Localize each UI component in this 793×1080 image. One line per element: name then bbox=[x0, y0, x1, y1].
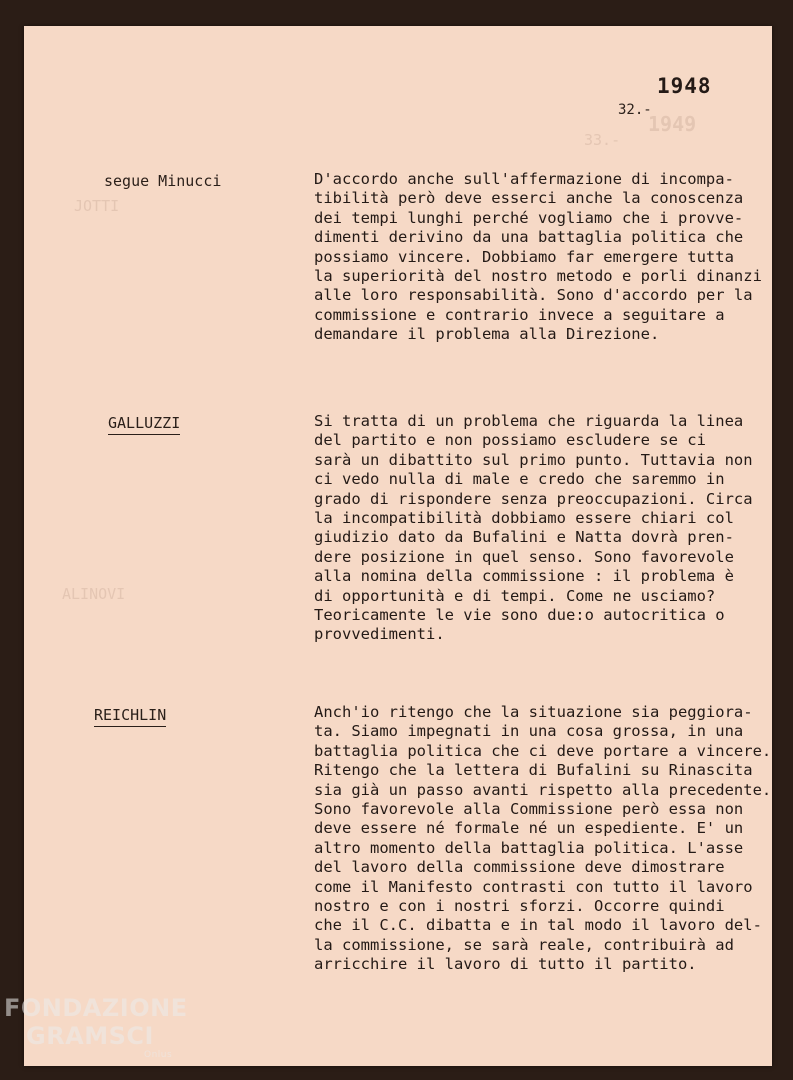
text-line: Teoricamente le vie sono due:o autocritica o bbox=[314, 606, 725, 625]
archive-watermark bbox=[4, 994, 188, 1060]
speaker-label: segue Minucci bbox=[104, 172, 222, 190]
text-line: Si tratta di un problema che riguarda la linea bbox=[314, 412, 744, 430]
text-line: possiamo vincere. Dobbiamo far emergere tutta bbox=[314, 247, 734, 266]
bleed-through-layer: 1949 bbox=[648, 112, 697, 136]
text-line: arricchire il lavoro di tutto il partito. bbox=[314, 955, 697, 974]
speech-block bbox=[314, 170, 772, 345]
text-line: provvedimenti. bbox=[314, 625, 445, 644]
text-line: demandare il problema alla Direzione. bbox=[314, 325, 660, 344]
text-line: alla nomina della commissione : il problema è bbox=[314, 567, 734, 586]
speaker-label: REICHLIN bbox=[94, 706, 166, 727]
text-line: la incompatibilità dobbiamo essere chiari col bbox=[314, 509, 734, 528]
bleed-through-layer-2: 33.- bbox=[584, 131, 621, 149]
text-line: commissione e contrario invece a seguitare a bbox=[314, 305, 725, 324]
speech-block bbox=[314, 412, 772, 645]
text-line: altro momento della battaglia politica. L'asse bbox=[314, 838, 744, 857]
speaker-name bbox=[104, 172, 221, 190]
text-line: tibilità però deve esserci anche la conoscenza bbox=[314, 189, 744, 208]
document-page bbox=[24, 26, 772, 1066]
watermark-line-2: GRAMSCI bbox=[26, 1022, 154, 1050]
text-line: del lavoro della commissione deve dimostrare bbox=[314, 858, 725, 877]
text-line: la superiorità del nostro metodo e porli dinanzi bbox=[314, 267, 762, 286]
text-line: grado di rispondere senza preoccupazioni. Circa bbox=[314, 489, 753, 508]
text-line: dimenti derivino da una battaglia politica che bbox=[314, 228, 744, 247]
text-line: dere posizione in quel senso. Sono favorevole bbox=[314, 547, 734, 566]
text-line: nostro e con i nostri sforzi. Occorre quindi bbox=[314, 897, 725, 916]
text-line: la commissione, se sarà reale, contribuirà ad bbox=[314, 935, 734, 954]
text-line: che il C.C. dibatta e in tal modo il lavoro del- bbox=[314, 916, 762, 935]
text-line: sarà un dibattito sul primo punto. Tuttavia non bbox=[314, 450, 753, 469]
speech-block bbox=[314, 703, 772, 975]
text-line: D'accordo anche sull'affermazione di incompa- bbox=[314, 170, 734, 188]
text-line: come il Manifesto contrasti con tutto il lavoro bbox=[314, 877, 753, 896]
text-line: ta. Siamo impegnati in una cosa grossa, in una bbox=[314, 722, 744, 741]
text-line: Ritengo che la lettera di Bufalini su Rinascita bbox=[314, 761, 753, 780]
text-line: alle loro responsabilità. Sono d'accordo per la bbox=[314, 286, 753, 305]
text-line: ci vedo nulla di male e credo che saremmo in bbox=[314, 470, 725, 489]
text-line: del partito e non possiamo escludere se ci bbox=[314, 431, 706, 450]
watermark-line-1: FONDAZIONE bbox=[4, 994, 188, 1022]
text-line: battaglia politica che ci deve portare a vincere. bbox=[314, 741, 772, 760]
watermark-small: Onlus bbox=[144, 1050, 173, 1060]
text-line: Anch'io ritengo che la situazione sia peggiora- bbox=[314, 703, 753, 721]
text-line: sia già un passo avanti rispetto alla precedente. bbox=[314, 780, 772, 799]
page-number: 32.- bbox=[618, 102, 652, 118]
text-line: giudizio dato da Bufalini e Natta dovrà pren- bbox=[314, 528, 734, 547]
bleed-through-layer-3: JOTTI bbox=[74, 197, 120, 215]
document-year: 1948 bbox=[657, 74, 712, 98]
text-line: Sono favorevole alla Commissione però essa non bbox=[314, 800, 744, 819]
speaker-name bbox=[94, 706, 166, 724]
text-line: dei tempi lunghi perché vogliamo che i provve- bbox=[314, 208, 744, 227]
bleed-through-layer-4: ALINOVI bbox=[62, 585, 126, 603]
text-line: deve essere né formale né un espediente. E' un bbox=[314, 819, 744, 838]
speaker-name bbox=[108, 414, 180, 432]
text-line: di opportunità e di tempi. Come ne usciamo? bbox=[314, 586, 716, 605]
speaker-label: GALLUZZI bbox=[108, 414, 180, 435]
